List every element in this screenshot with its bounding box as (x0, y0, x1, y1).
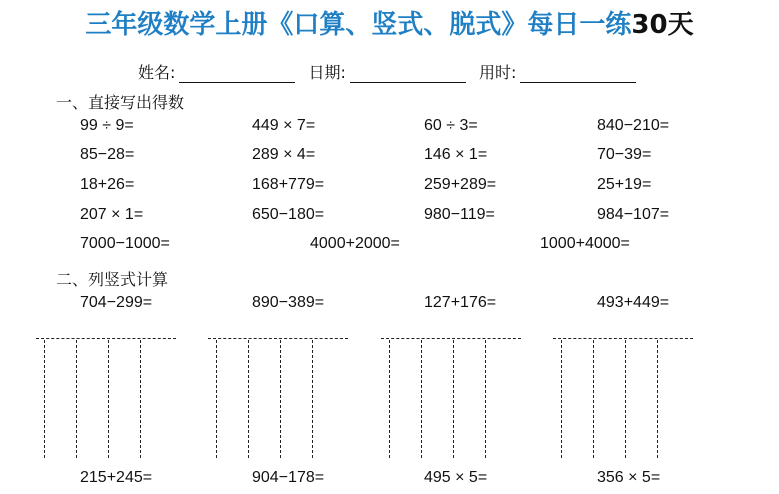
vertical-problem: 127+176= (424, 294, 497, 311)
title-days: 30天 (631, 10, 694, 40)
title-daily: 每日一练 (527, 10, 632, 40)
section-vertical-calc-heading: 二、列竖式计算 (56, 270, 169, 289)
section-mental-math-heading: 一、直接写出得数 (56, 93, 185, 112)
mental-problem: 259+289= (424, 176, 497, 193)
vertical-problem: 904−178= (252, 469, 325, 486)
date-field[interactable] (350, 66, 466, 83)
mental-problem: 60 ÷ 3= (424, 117, 478, 134)
vertical-problem: 704−299= (80, 294, 153, 311)
date-label: 日期: (308, 63, 346, 82)
calc-grid[interactable] (36, 338, 176, 460)
mental-problem: 1000+4000= (540, 235, 630, 252)
vertical-problem: 493+449= (597, 294, 670, 311)
worksheet-title (0, 4, 779, 41)
mental-problem: 984−107= (597, 206, 670, 223)
vertical-problem: 890−389= (252, 294, 325, 311)
vertical-problem: 215+245= (80, 469, 153, 486)
mental-problem: 289 × 4= (252, 146, 316, 163)
mental-problem: 4000+2000= (310, 235, 400, 252)
vertical-problem: 356 × 5= (597, 469, 661, 486)
mental-problem: 980−119= (424, 206, 495, 223)
mental-problem: 7000−1000= (80, 235, 170, 252)
mental-problem: 168+779= (252, 176, 325, 193)
mental-problem: 146 × 1= (424, 146, 488, 163)
calc-grid[interactable] (553, 338, 693, 460)
mental-problem: 650−180= (252, 206, 325, 223)
name-label: 姓名: (138, 63, 176, 82)
time-field[interactable] (520, 66, 636, 83)
mental-problem: 449 × 7= (252, 117, 316, 134)
calc-grid[interactable] (381, 338, 521, 460)
calc-grid[interactable] (208, 338, 348, 460)
mental-problem: 70−39= (597, 146, 652, 163)
mental-problem: 99 ÷ 9= (80, 117, 134, 134)
vertical-problem: 495 × 5= (424, 469, 488, 486)
mental-problem: 25+19= (597, 176, 652, 193)
mental-problem: 207 × 1= (80, 206, 144, 223)
title-topic: 《口算、竖式、脱式》 (267, 10, 528, 40)
mental-problem: 18+26= (80, 176, 135, 193)
time-label: 用时: (479, 63, 517, 82)
title-grade: 三年级数学上册 (85, 10, 268, 40)
mental-problem: 85−28= (80, 146, 135, 163)
mental-problem: 840−210= (597, 117, 670, 134)
name-field[interactable] (179, 66, 295, 83)
student-info-row (138, 60, 644, 83)
